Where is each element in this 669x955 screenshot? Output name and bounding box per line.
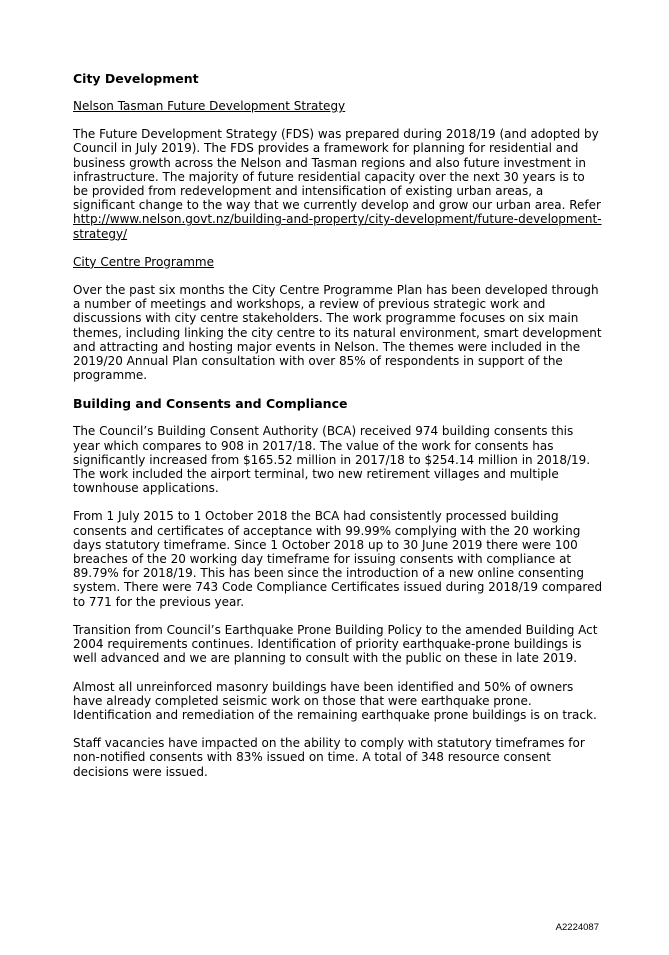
- fds-text: The Future Development Strategy (FDS) was prepared during 2018/19 (and adopted by Council in July 2019). The FDS provides a framework for planning for residential and business growth across the Nelson and Tasman regions and also future investment in infrastructure. The majority of future residential capacity over the next 30 years is to be provided from redevelopment and intensification of existing urban areas, a significant change to the way that we currently develop and grow our urban area. Refer: [73, 127, 601, 213]
- fds-link[interactable]: http://www.nelson.govt.nz/building-and-property/city-development/future-development-strategy/: [73, 212, 602, 241]
- ccp-subheading: City Centre Programme: [73, 254, 214, 269]
- ccp-paragraph: Over the past six months the City Centre Programme Plan has been developed through a number of meetings and workshops, a review of previous strategic work and discussions with city centre stakeholders. The work programme focuses on six main themes, including linking the city centre to its natural environment, smart development and attracting and hosting major events in Nelson. The themes were included in the 2019/20 Annual Plan consultation with over 85% of respondents in support of the programme.: [73, 283, 602, 383]
- fds-paragraph: [73, 127, 603, 241]
- building-paragraph-1: The Council’s Building Consent Authority (BCA) received 974 building consents this year which compares to 908 in 2017/18. The value of the work for consents has significantly increased from $165.52 million in 2017/18 to $254.14 million in 2018/19. The work included the airport terminal, two new retirement villages and multiple townhouse applications.: [73, 424, 591, 496]
- building-consents-heading: Building and Consents and Compliance: [73, 396, 348, 412]
- document-code: A2224087: [555, 922, 599, 933]
- building-paragraph-3: Transition from Council’s Earthquake Prone Building Policy to the amended Building Act 2004 requirements continues. Identification of priority earthquake-prone buildings is well advanced and we are planning to consult with the public on these in late 2019.: [73, 622, 598, 666]
- building-paragraph-5: Staff vacancies have impacted on the ability to comply with statutory timeframes for non-notified consents with 83% issued on time. A total of 348 resource consent decisions were issued.: [73, 736, 585, 779]
- building-paragraph-4: Almost all unreinforced masonry buildings have been identified and 50% of owners have already completed seismic work on those that were earthquake prone. Identification and remediation of the remaining earthquake prone buildings is on track.: [73, 679, 597, 722]
- building-paragraph-2: From 1 July 2015 to 1 October 2018 the BCA had consistently processed building consents and certificates of acceptance with 99.99% complying with the 20 working days statutory timeframe. Since 1 October 2018 up to 30 June 2019 there were 100 breaches of the 20 working day timeframe for issuing consents with compliance at 89.79% for 2018/19. This has been since the introduction of a new online consenting system. There were 743 Code Compliance Certificates issued during 2018/19 compared to 771 for the previous year.: [73, 509, 603, 609]
- fds-subheading: Nelson Tasman Future Development Strategy: [73, 99, 346, 113]
- document-body: [73, 71, 603, 793]
- city-development-heading: City Development: [73, 71, 199, 86]
